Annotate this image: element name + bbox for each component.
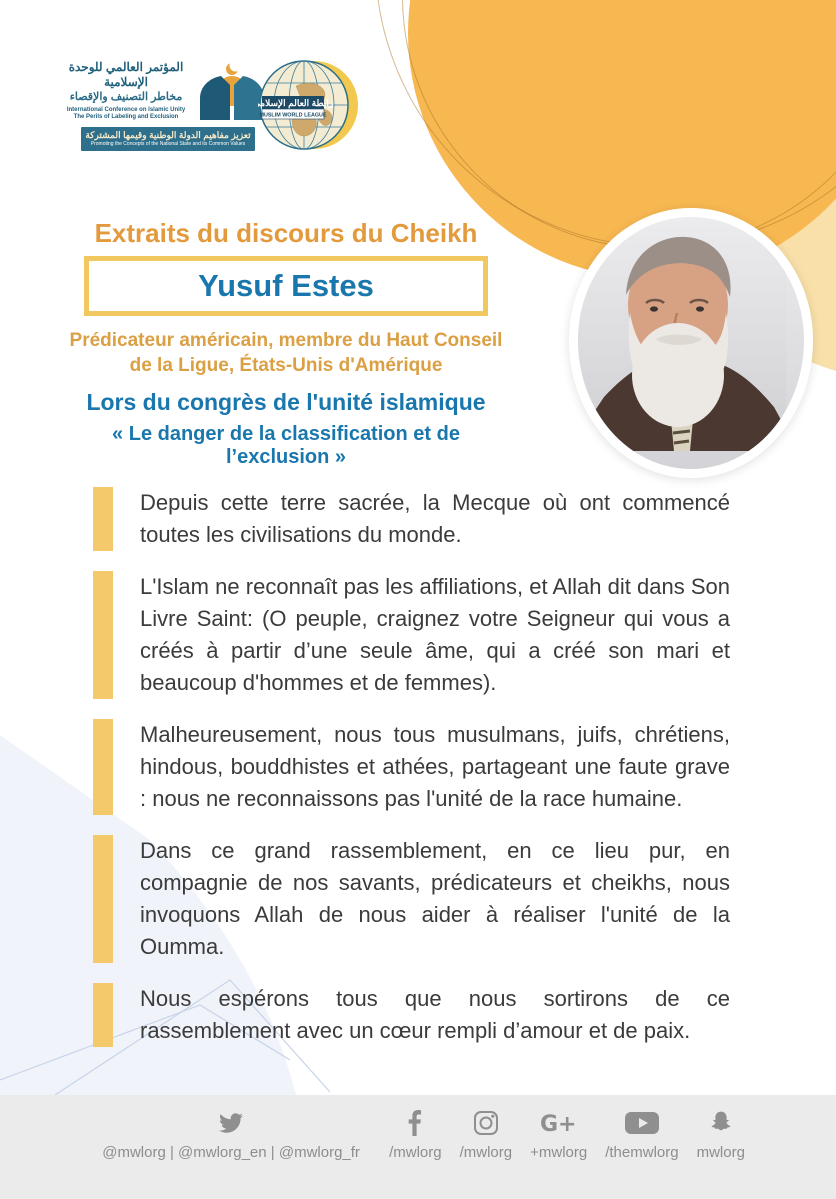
twitter-handles[interactable]: @mwlorg | @mwlorg_en | @mwlorg_fr (102, 1144, 360, 1161)
facebook-icon (408, 1109, 422, 1137)
instagram-handle[interactable]: /mwlorg (459, 1144, 513, 1161)
speaker-name-box (84, 256, 488, 316)
speech-excerpts (93, 487, 733, 1067)
paragraph-text: Dans ce grand rassemblement, en ce lieu pur, en compagnie de nos savants, prédicateurs et cheikhs, nous invoquons Allah de nous aider à réaliser l'unité de la Oumma. (140, 838, 730, 959)
banner-arabic-text: تعزيز مفاهيم الدولة الوطنية وقيمها المشتركة (85, 130, 251, 140)
conference-logo-arabic-title: المؤتمر العالمي للوحدة الإسلامية (68, 60, 184, 89)
speaker-description: Prédicateur américain, membre du Haut Conseil de la Ligue, États-Unis d'Amérique (69, 330, 503, 376)
event-title: Lors du congrès de l'unité islamique (86, 389, 486, 415)
snapchat-handle[interactable]: mwlorg (696, 1144, 745, 1161)
paragraph-text: Nous espérons tous que nous sortirons de ce rassemblement avec un cœur rempli d’amour et de paix. (140, 986, 730, 1043)
title-block (60, 218, 512, 469)
paragraph (93, 835, 733, 963)
social-item-facebook[interactable] (389, 1109, 442, 1161)
kicker-heading: Extraits du discours du Cheikh (94, 218, 478, 248)
paragraph-accent-bar (93, 487, 113, 551)
mwl-logo (258, 58, 360, 161)
thin-arc-decor (402, 0, 836, 249)
banner-english-text: Promoting the Concepts of the National State and its Common Values (90, 141, 246, 147)
paragraph (93, 487, 733, 551)
social-footer (0, 1095, 836, 1199)
google-plus-icon (539, 1109, 579, 1137)
conference-logo-english-title: International Conference on Islamic Unity (66, 107, 186, 113)
snapchat-icon (708, 1109, 734, 1137)
youtube-handle[interactable]: /themwlorg (605, 1144, 679, 1161)
globe-crescent-icon (258, 58, 360, 156)
facebook-handle[interactable]: /mwlorg (389, 1144, 442, 1161)
paragraph-text: Malheureusement, nous tous musulmans, juifs, chrétiens, hindous, bouddhistes et athées, partageant une faute grave : nous ne reconnaissons pas l'unité de la race humaine. (140, 722, 730, 811)
social-item-youtube[interactable] (605, 1109, 678, 1161)
paragraph (93, 983, 733, 1047)
conference-logo-english-subtitle: The Perils of Labeling and Exclusion (73, 114, 179, 120)
instagram-icon (473, 1109, 499, 1137)
portrait-photo (578, 217, 786, 451)
paragraph-accent-bar (93, 983, 113, 1047)
social-item-instagram[interactable] (460, 1109, 513, 1161)
speaker-name: Yusuf Estes (198, 268, 374, 303)
paragraph-text: L'Islam ne reconnaît pas les affiliations, et Allah dit dans Son Livre Saint: (O peuple, craignez votre Seigneur qui vous a créés à partir d’une seule âme, qui a créé son mari et beaucoup d'hommes et de femmes). (140, 574, 730, 695)
social-item-twitter[interactable] (91, 1109, 371, 1161)
mwl-arabic-text: رابطة العالم الإسلامي (258, 98, 334, 108)
svg-text:G+: G+ (539, 1112, 577, 1136)
paragraph (93, 571, 733, 699)
twitter-icon (217, 1109, 245, 1137)
paragraph-text: Depuis cette terre sacrée, la Mecque où ont commencé toutes les civilisations du monde. (140, 490, 730, 547)
conference-logo-banner (81, 127, 255, 151)
mwl-english-text: MUSLIM WORLD LEAGUE (259, 112, 327, 119)
paragraph (93, 719, 733, 815)
social-item-snapchat[interactable] (697, 1109, 745, 1161)
youtube-icon (625, 1109, 659, 1137)
conference-logo-arabic-subtitle: مخاطر التصنيف والإقصاء (69, 91, 183, 103)
speaker-portrait (569, 208, 813, 478)
social-item-google-plus[interactable] (530, 1109, 587, 1161)
paragraph-accent-bar (93, 571, 113, 699)
google-plus-handle[interactable]: +mwlorg (530, 1144, 588, 1161)
event-theme-quote: « Le danger de la classification et de l’exclusion » (112, 423, 460, 468)
paragraph-accent-bar (93, 719, 113, 815)
paragraph-accent-bar (93, 835, 113, 963)
